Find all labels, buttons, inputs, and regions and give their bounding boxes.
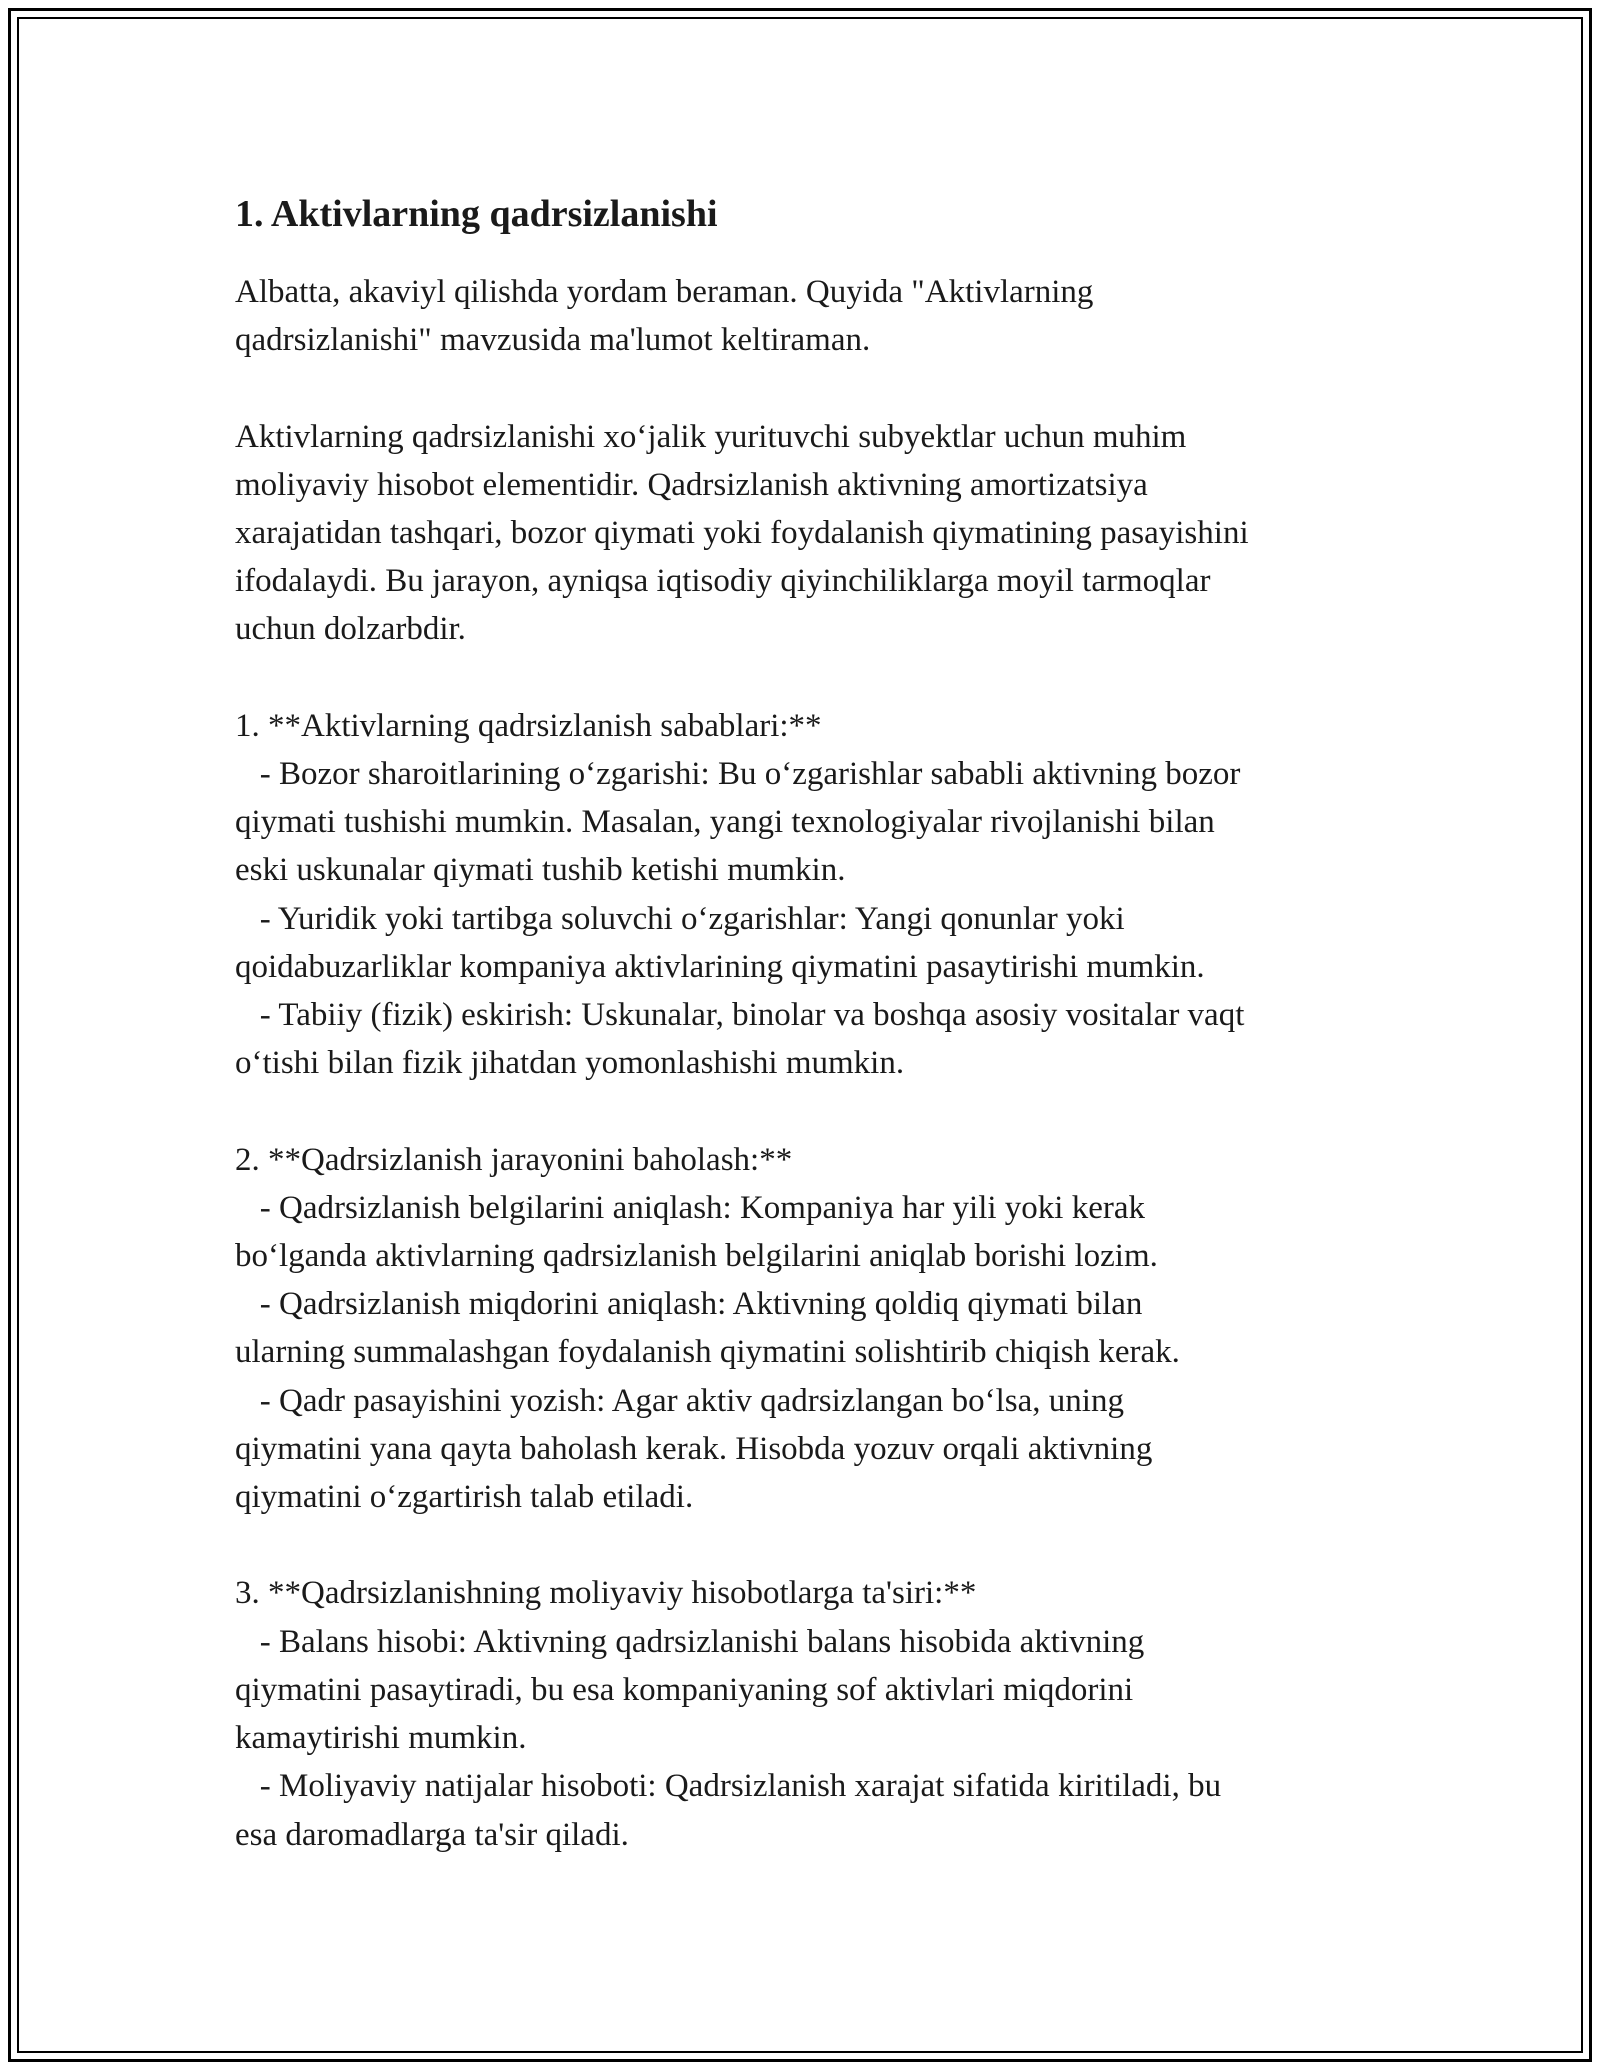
document-content: [235, 182, 1395, 1859]
document-body: Albatta, akaviyl qilishda yordam beraman. Quyida "Aktivlarning qadrsizlanishi" mavzusida ma'lumot keltiraman. Aktivlarning qadrsizlanishi xo‘jalik yurituvchi subyektlar uchun muhim moliyaviy hisobot elementidir. Qadrsizlanish aktivning amortizatsiya xarajatidan tashqari, bozor qiymati yoki foydalanish qiymatining pasayishini ifodalaydi. Bu jarayon, ayniqsa iqtisodiy qiyinchiliklarga moyil tarmoqlar uchun dolzarbdir. 1. **Aktivlarning qadrsizlanish sabablari:** - Bozor sharoitlarining o‘zgarishi: Bu o‘zgarishlar sababli aktivning bozor qiymati tushishi mumkin. Masalan, yangi texnologiyalar rivojlanishi bilan eski uskunalar qiymati tushib ketishi mumkin. - Yuridik yoki tartibga soluvchi o‘zgarishlar: Yangi qonunlar yoki qoidabuzarliklar kompaniya aktivlarining qiymatini pasaytirishi mumkin. - Tabiiy (fizik) eskirish: Uskunalar, binolar va boshqa asosiy vositalar vaqt o‘tishi bilan fizik jihatdan yomonlashishi mumkin. 2. **Qadrsizlanish jarayonini baholash:** - Qadrsizlanish belgilarini aniqlash: Kompaniya har yili yoki kerak bo‘lganda aktivlarning qadrsizlanish belgilarini aniqlab borishi lozim. - Qadrsizlanish miqdorini aniqlash: Aktivning qoldiq qiymati bilan ularning summalashgan foydalanish qiymatini solishtirib chiqish kerak. - Qadr pasayishini yozish: Agar aktiv qadrsizlangan bo‘lsa, uning qiymatini yana qayta baholash kerak. Hisobda yozuv orqali aktivning qiymatini o‘zgartirish talab etiladi. 3. **Qadrsizlanishning moliyaviy hisobotlarga ta'siri:** - Balans hisobi: Aktivning qadrsizlanishi balans hisobida aktivning qiymatini pasaytiradi, bu esa kompaniyaning sof aktivlari miqdorini kamaytirishi mumkin. - Moliyaviy natijalar hisoboti: Qadrsizlanish xarajat sifatida kiritiladi, bu esa daromadlarga ta'sir qiladi.: [235, 274, 1249, 1853]
document-title: 1. Aktivlarning qadrsizlanishi: [235, 193, 718, 235]
